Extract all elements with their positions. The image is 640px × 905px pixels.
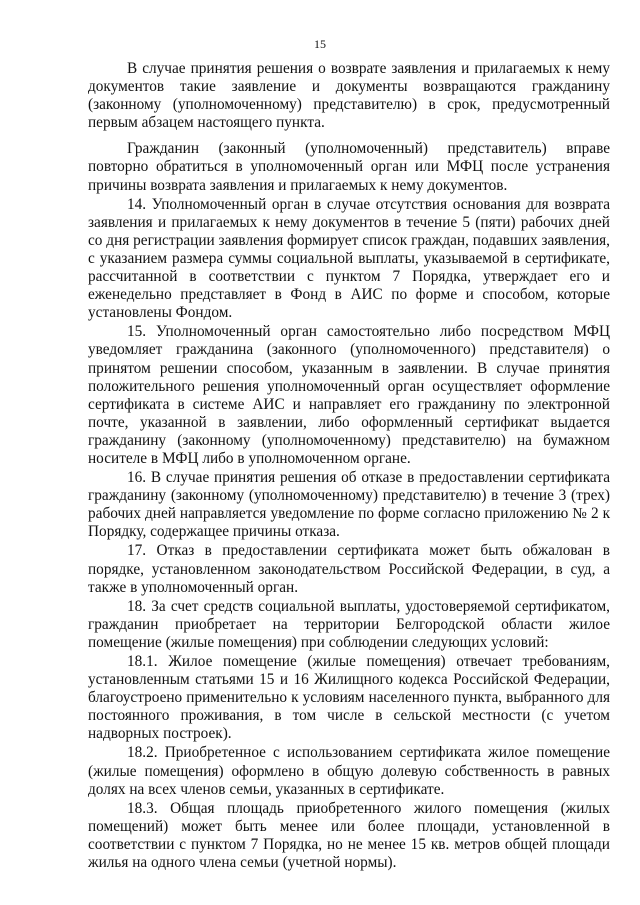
paragraph-repeat-application: Гражданин (законный (уполномоченный) представитель) вправе повторно обратиться в уполномоченный орган или МФЦ после устранения причины возврата заявления и прилагаемых к нему документов.: [88, 140, 610, 194]
document-body: [88, 60, 610, 872]
page-number: 15: [314, 37, 326, 51]
paragraph-14: 14. Уполномоченный орган в случае отсутствия основания для возврата заявления и прилагаемых к нему документов в течение 5 (пяти) рабочих дней со дня регистрации заявления формирует список граждан, подавших заявления, с указанием размера суммы социальной выплаты, указываемой в сертификате, рассчитанной в соответствии с пунктом 7 Порядка, утверждает его и еженедельно представляет в Фонд в АИС по форме и способом, которые установлены Фондом.: [88, 195, 610, 322]
paragraph-18: 18. За счет средств социальной выплаты, удостоверяемой сертификатом, гражданин приобретает на территории Белгородской области жилое помещение (жилые помещения) при соблюдении следующих условий:: [88, 597, 610, 651]
paragraph-18-3: 18.3. Общая площадь приобретенного жилого помещения (жилых помещений) может быть менее или более площади, установленной в соответствии с пунктом 7 Порядка, но не менее 15 кв. метров общей площади жилья на одного члена семьи (учетной нормы).: [88, 799, 610, 872]
paragraph-15: 15. Уполномоченный орган самостоятельно либо посредством МФЦ уведомляет гражданина (законного (уполномоченного) представителя) о принятом решении способом, указанным в заявлении. В случае принятия положительного решения уполномоченный орган осуществляет оформление сертификата в системе АИС и направляет его гражданину по электронной почте, указанной в заявлении, либо оформленный сертификат выдается гражданину (законному (уполномоченному) представителю) на бумажном носителе в МФЦ либо в уполномоченном органе.: [88, 323, 610, 467]
paragraph-17: 17. Отказ в предоставлении сертификата может быть обжалован в порядке, установленном законодательством Российской Федерации, в суд, а также в уполномоченный орган.: [88, 542, 610, 596]
paragraph-return-of-application: В случае принятия решения о возврате заявления и прилагаемых к нему документов такие заявление и документы возвращаются гражданину (законному (уполномоченному) представителю) в срок, предусмотренный первым абзацем настоящего пункта.: [88, 60, 610, 132]
paragraph-18-1: 18.1. Жилое помещение (жилые помещения) отвечает требованиям, установленным статьями 15 и 16 Жилищного кодекса Российской Федерации, благоустроено применительно к условиям населенного пункта, выбранного для постоянного проживания, в том числе в сельской местности (с учетом надворных построек).: [88, 653, 610, 743]
paragraph-18-2: 18.2. Приобретенное с использованием сертификата жилое помещение (жилые помещения) оформлено в общую долевую собственность в равных долях на всех членов семьи, указанных в сертификате.: [88, 744, 610, 798]
paragraph-16: 16. В случае принятия решения об отказе в предоставлении сертификата гражданину (законному (уполномоченному) представителю) в течение 3 (трех) рабочих дней направляется уведомление по форме согласно приложению № 2 к Порядку, содержащее причины отказа.: [88, 469, 610, 541]
